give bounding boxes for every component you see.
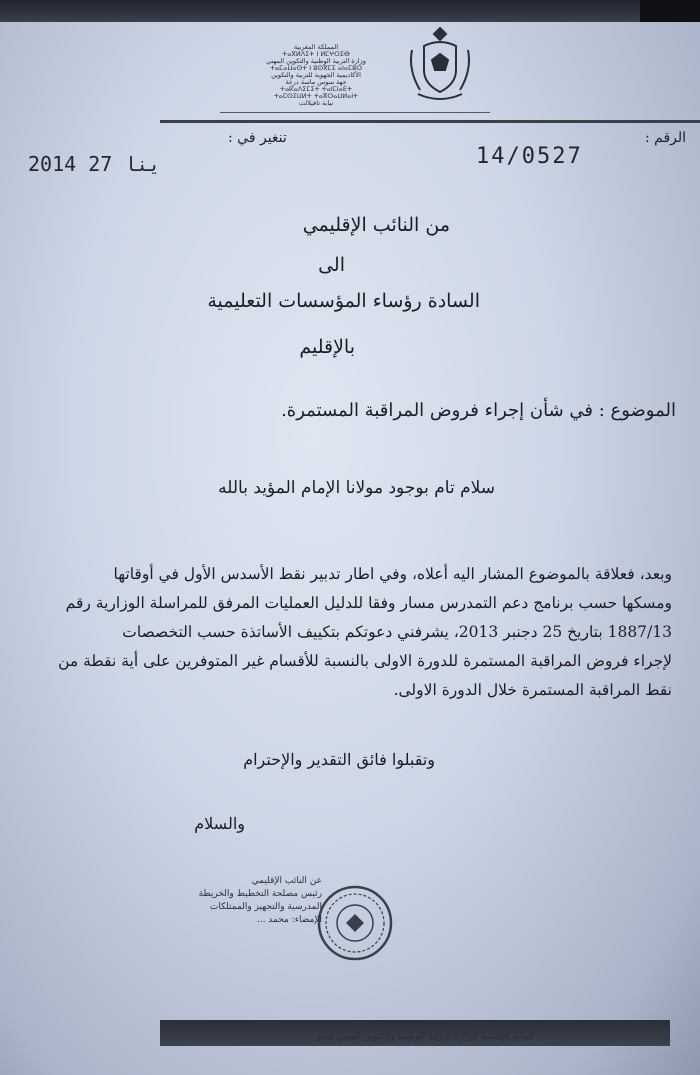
signature-block (182, 875, 322, 965)
reference-label: الرقم : (645, 130, 687, 146)
coat-of-arms-icon (404, 24, 476, 104)
scan-corner-shadow (640, 0, 700, 22)
body-line: لإجراء فروض المراقبة المستمرة للدورة الاولى بالنسبة للأقسام غير المتوفرين على أية نقطة من (58, 652, 672, 670)
subject-line: الموضوع : في شأن إجراء فروض المراقبة المستمرة. (281, 400, 676, 421)
body-line: وبعد، فعلاقة بالموضوع المشار اليه أعلاه، وفي اطار تدبير نقط الأسدس الأول في أوقاتها (113, 565, 672, 583)
letterhead-line: جهة سوس ماسة درعة (285, 78, 347, 86)
recipient: السادة رؤساء المؤسسات التعليمية (207, 290, 480, 312)
header-thin-rule (220, 112, 490, 113)
signature-line: الإمضاء: محمد ... (256, 915, 322, 925)
date-stamp: 2014 ينا 27 (28, 152, 161, 176)
letterhead-line: الأكاديمية الجهوية للتربية والتكوين (271, 71, 361, 79)
body-line: 1887/13 بتاريخ 25 دجنبر 2013، يشرفني دعوتكم بتكييف الأساتذة حسب التخصصات (122, 623, 672, 641)
reference-stamp: 14/0527 (476, 144, 583, 169)
signature-line: رئيس مصلحة التخطيط والخريطة (198, 889, 322, 899)
letterhead-line: ⵜⴰⴳⵍⴷⵉⵜ ⵏ ⵍⵎⵖⵔⵉⴱ (282, 50, 350, 58)
date-label: تنغير في : (228, 130, 287, 146)
salutation: والسلام (194, 814, 245, 833)
letterhead-line: ⵜⴰⵎⴰⵡⴰⵙⵜ ⵏ ⵓⵙⴳⵎⵉ ⴰⵏⴰⵎⵓⵔ (269, 64, 363, 72)
scan-top-edge (0, 0, 700, 22)
closing-line: وتقبلوا فائق التقدير والإحترام (243, 750, 435, 769)
letterhead-line: نيابة تافيلالت (298, 99, 334, 107)
letterhead-line: وزارة التربية الوطنية والتكوين المهني (266, 57, 366, 65)
body-line: ومسكها حسب برنامج دعم التمدرس مسار وفقا للدليل العمليات المرفق للمراسلة الوزارية رقم (65, 594, 672, 612)
letterhead-line: ⵜⴰⴽⴰⴷⵉⵎⵉⵜ ⵜⴰⵏⵎⵏⴰⴹⵜ (280, 85, 352, 93)
signature-line: عن النائب الإقليمي (251, 876, 322, 886)
sender: من النائب الإقليمي (302, 214, 450, 236)
letterhead (236, 43, 396, 107)
letterhead-line: المملكة المغربية (293, 43, 339, 51)
header-rule (160, 120, 700, 123)
region: بالإقليم (299, 336, 355, 358)
footer-text: النيابة الإقليمية لوزارة التربية الوطنية والتكوين المهني تنغير (315, 1032, 535, 1042)
letterhead-line: ⵜⴰⵎⵙⵉⵡⵍⵜ ⵜⴰⴳⵔⴰⵡⵍⴰⵏⵜ (273, 92, 359, 100)
greeting: سلام تام بوجود مولانا الإمام المؤيد بالله (218, 478, 495, 498)
official-seal-icon (316, 884, 394, 962)
signature-line: المدرسية والتجهيز والممتلكات (209, 902, 322, 912)
to-word: الى (318, 254, 345, 276)
letter-body (32, 560, 672, 705)
body-line: نقط المراقبة المستمرة خلال الدورة الاولى. (393, 681, 672, 699)
